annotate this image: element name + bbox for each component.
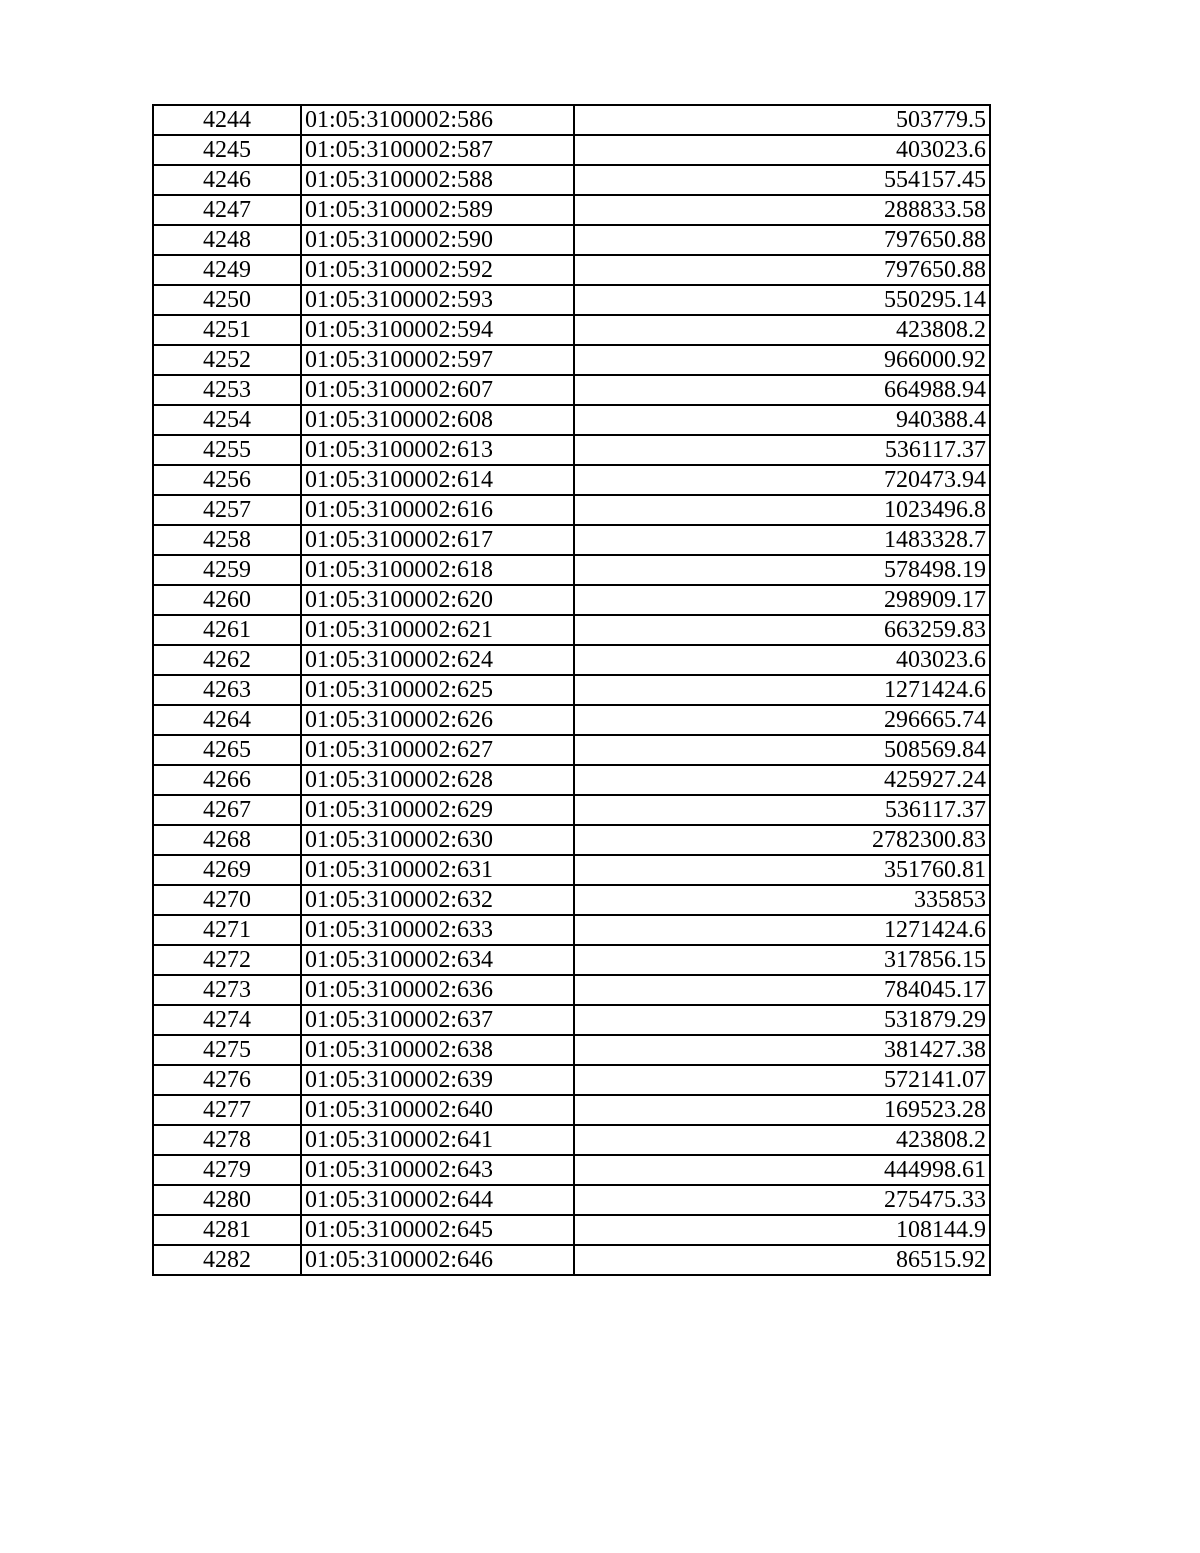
row-number-cell: 4252 xyxy=(153,345,301,375)
table-row xyxy=(153,315,990,345)
cadastral-number-cell: 01:05:3100002:627 xyxy=(301,735,574,765)
value-cell: 572141.07 xyxy=(574,1065,990,1095)
table-row xyxy=(153,105,990,135)
cadastral-number-cell: 01:05:3100002:640 xyxy=(301,1095,574,1125)
table-row xyxy=(153,1215,990,1245)
table-row xyxy=(153,1245,990,1275)
table-row xyxy=(153,555,990,585)
table-row xyxy=(153,645,990,675)
table-row xyxy=(153,765,990,795)
cadastral-number-cell: 01:05:3100002:607 xyxy=(301,375,574,405)
table-row xyxy=(153,135,990,165)
table-row xyxy=(153,1155,990,1185)
row-number-cell: 4270 xyxy=(153,885,301,915)
cadastral-number-cell: 01:05:3100002:597 xyxy=(301,345,574,375)
cadastral-number-cell: 01:05:3100002:620 xyxy=(301,585,574,615)
value-cell: 169523.28 xyxy=(574,1095,990,1125)
value-cell: 423808.2 xyxy=(574,315,990,345)
table-row xyxy=(153,405,990,435)
row-number-cell: 4264 xyxy=(153,705,301,735)
value-cell: 423808.2 xyxy=(574,1125,990,1155)
value-cell: 784045.17 xyxy=(574,975,990,1005)
cadastral-number-cell: 01:05:3100002:629 xyxy=(301,795,574,825)
row-number-cell: 4260 xyxy=(153,585,301,615)
cadastral-number-cell: 01:05:3100002:589 xyxy=(301,195,574,225)
row-number-cell: 4249 xyxy=(153,255,301,285)
table-row xyxy=(153,615,990,645)
row-number-cell: 4271 xyxy=(153,915,301,945)
value-cell: 425927.24 xyxy=(574,765,990,795)
value-cell: 797650.88 xyxy=(574,255,990,285)
table-row xyxy=(153,225,990,255)
table-row xyxy=(153,1035,990,1065)
row-number-cell: 4259 xyxy=(153,555,301,585)
cadastral-number-cell: 01:05:3100002:628 xyxy=(301,765,574,795)
table-row xyxy=(153,855,990,885)
row-number-cell: 4248 xyxy=(153,225,301,255)
row-number-cell: 4246 xyxy=(153,165,301,195)
cadastral-number-cell: 01:05:3100002:588 xyxy=(301,165,574,195)
table-row xyxy=(153,495,990,525)
row-number-cell: 4280 xyxy=(153,1185,301,1215)
row-number-cell: 4245 xyxy=(153,135,301,165)
table-row xyxy=(153,255,990,285)
row-number-cell: 4275 xyxy=(153,1035,301,1065)
table-row xyxy=(153,345,990,375)
cadastral-number-cell: 01:05:3100002:631 xyxy=(301,855,574,885)
cadastral-number-cell: 01:05:3100002:634 xyxy=(301,945,574,975)
row-number-cell: 4265 xyxy=(153,735,301,765)
cadastral-number-cell: 01:05:3100002:646 xyxy=(301,1245,574,1275)
row-number-cell: 4273 xyxy=(153,975,301,1005)
row-number-cell: 4256 xyxy=(153,465,301,495)
data-table xyxy=(152,104,991,1276)
cadastral-number-cell: 01:05:3100002:632 xyxy=(301,885,574,915)
table-row xyxy=(153,1185,990,1215)
row-number-cell: 4257 xyxy=(153,495,301,525)
value-cell: 1023496.8 xyxy=(574,495,990,525)
row-number-cell: 4251 xyxy=(153,315,301,345)
cadastral-number-cell: 01:05:3100002:587 xyxy=(301,135,574,165)
row-number-cell: 4255 xyxy=(153,435,301,465)
value-cell: 403023.6 xyxy=(574,645,990,675)
cadastral-number-cell: 01:05:3100002:590 xyxy=(301,225,574,255)
value-cell: 1483328.7 xyxy=(574,525,990,555)
value-cell: 86515.92 xyxy=(574,1245,990,1275)
row-number-cell: 4282 xyxy=(153,1245,301,1275)
cadastral-number-cell: 01:05:3100002:636 xyxy=(301,975,574,1005)
cadastral-number-cell: 01:05:3100002:592 xyxy=(301,255,574,285)
row-number-cell: 4274 xyxy=(153,1005,301,1035)
table-row xyxy=(153,705,990,735)
cadastral-number-cell: 01:05:3100002:645 xyxy=(301,1215,574,1245)
value-cell: 503779.5 xyxy=(574,105,990,135)
table-row xyxy=(153,1065,990,1095)
value-cell: 381427.38 xyxy=(574,1035,990,1065)
value-cell: 797650.88 xyxy=(574,225,990,255)
table-row xyxy=(153,375,990,405)
table-row xyxy=(153,1095,990,1125)
value-cell: 351760.81 xyxy=(574,855,990,885)
value-cell: 940388.4 xyxy=(574,405,990,435)
cadastral-number-cell: 01:05:3100002:614 xyxy=(301,465,574,495)
cadastral-number-cell: 01:05:3100002:641 xyxy=(301,1125,574,1155)
row-number-cell: 4261 xyxy=(153,615,301,645)
value-cell: 663259.83 xyxy=(574,615,990,645)
table-row xyxy=(153,285,990,315)
table-row xyxy=(153,1125,990,1155)
row-number-cell: 4268 xyxy=(153,825,301,855)
row-number-cell: 4244 xyxy=(153,105,301,135)
table-row xyxy=(153,195,990,225)
cadastral-number-cell: 01:05:3100002:586 xyxy=(301,105,574,135)
row-number-cell: 4247 xyxy=(153,195,301,225)
row-number-cell: 4277 xyxy=(153,1095,301,1125)
cadastral-number-cell: 01:05:3100002:643 xyxy=(301,1155,574,1185)
row-number-cell: 4276 xyxy=(153,1065,301,1095)
cadastral-number-cell: 01:05:3100002:613 xyxy=(301,435,574,465)
row-number-cell: 4269 xyxy=(153,855,301,885)
value-cell: 531879.29 xyxy=(574,1005,990,1035)
table-row xyxy=(153,885,990,915)
row-number-cell: 4254 xyxy=(153,405,301,435)
value-cell: 550295.14 xyxy=(574,285,990,315)
value-cell: 578498.19 xyxy=(574,555,990,585)
cadastral-number-cell: 01:05:3100002:624 xyxy=(301,645,574,675)
table-row xyxy=(153,795,990,825)
row-number-cell: 4267 xyxy=(153,795,301,825)
value-cell: 536117.37 xyxy=(574,435,990,465)
cadastral-number-cell: 01:05:3100002:626 xyxy=(301,705,574,735)
row-number-cell: 4279 xyxy=(153,1155,301,1185)
value-cell: 298909.17 xyxy=(574,585,990,615)
table-row xyxy=(153,975,990,1005)
table-row xyxy=(153,525,990,555)
row-number-cell: 4266 xyxy=(153,765,301,795)
table-row xyxy=(153,165,990,195)
cadastral-number-cell: 01:05:3100002:639 xyxy=(301,1065,574,1095)
row-number-cell: 4281 xyxy=(153,1215,301,1245)
value-cell: 335853 xyxy=(574,885,990,915)
table-row xyxy=(153,1005,990,1035)
value-cell: 108144.9 xyxy=(574,1215,990,1245)
cadastral-number-cell: 01:05:3100002:618 xyxy=(301,555,574,585)
table-row xyxy=(153,825,990,855)
cadastral-number-cell: 01:05:3100002:608 xyxy=(301,405,574,435)
table-row xyxy=(153,735,990,765)
row-number-cell: 4253 xyxy=(153,375,301,405)
value-cell: 296665.74 xyxy=(574,705,990,735)
cadastral-number-cell: 01:05:3100002:594 xyxy=(301,315,574,345)
value-cell: 403023.6 xyxy=(574,135,990,165)
table-row xyxy=(153,585,990,615)
value-cell: 1271424.6 xyxy=(574,675,990,705)
row-number-cell: 4258 xyxy=(153,525,301,555)
cadastral-number-cell: 01:05:3100002:617 xyxy=(301,525,574,555)
value-cell: 720473.94 xyxy=(574,465,990,495)
cadastral-number-cell: 01:05:3100002:621 xyxy=(301,615,574,645)
row-number-cell: 4250 xyxy=(153,285,301,315)
value-cell: 664988.94 xyxy=(574,375,990,405)
table-row xyxy=(153,465,990,495)
cadastral-number-cell: 01:05:3100002:638 xyxy=(301,1035,574,1065)
cadastral-number-cell: 01:05:3100002:625 xyxy=(301,675,574,705)
table-row xyxy=(153,945,990,975)
row-number-cell: 4272 xyxy=(153,945,301,975)
value-cell: 536117.37 xyxy=(574,795,990,825)
cadastral-number-cell: 01:05:3100002:593 xyxy=(301,285,574,315)
value-cell: 2782300.83 xyxy=(574,825,990,855)
table-row xyxy=(153,435,990,465)
cadastral-number-cell: 01:05:3100002:637 xyxy=(301,1005,574,1035)
value-cell: 317856.15 xyxy=(574,945,990,975)
cadastral-number-cell: 01:05:3100002:644 xyxy=(301,1185,574,1215)
value-cell: 275475.33 xyxy=(574,1185,990,1215)
cadastral-number-cell: 01:05:3100002:630 xyxy=(301,825,574,855)
cadastral-number-cell: 01:05:3100002:616 xyxy=(301,495,574,525)
row-number-cell: 4278 xyxy=(153,1125,301,1155)
table-row xyxy=(153,675,990,705)
value-cell: 444998.61 xyxy=(574,1155,990,1185)
row-number-cell: 4262 xyxy=(153,645,301,675)
value-cell: 966000.92 xyxy=(574,345,990,375)
value-cell: 288833.58 xyxy=(574,195,990,225)
value-cell: 554157.45 xyxy=(574,165,990,195)
table-row xyxy=(153,915,990,945)
cadastral-number-cell: 01:05:3100002:633 xyxy=(301,915,574,945)
value-cell: 1271424.6 xyxy=(574,915,990,945)
value-cell: 508569.84 xyxy=(574,735,990,765)
row-number-cell: 4263 xyxy=(153,675,301,705)
table-body xyxy=(153,105,990,1275)
